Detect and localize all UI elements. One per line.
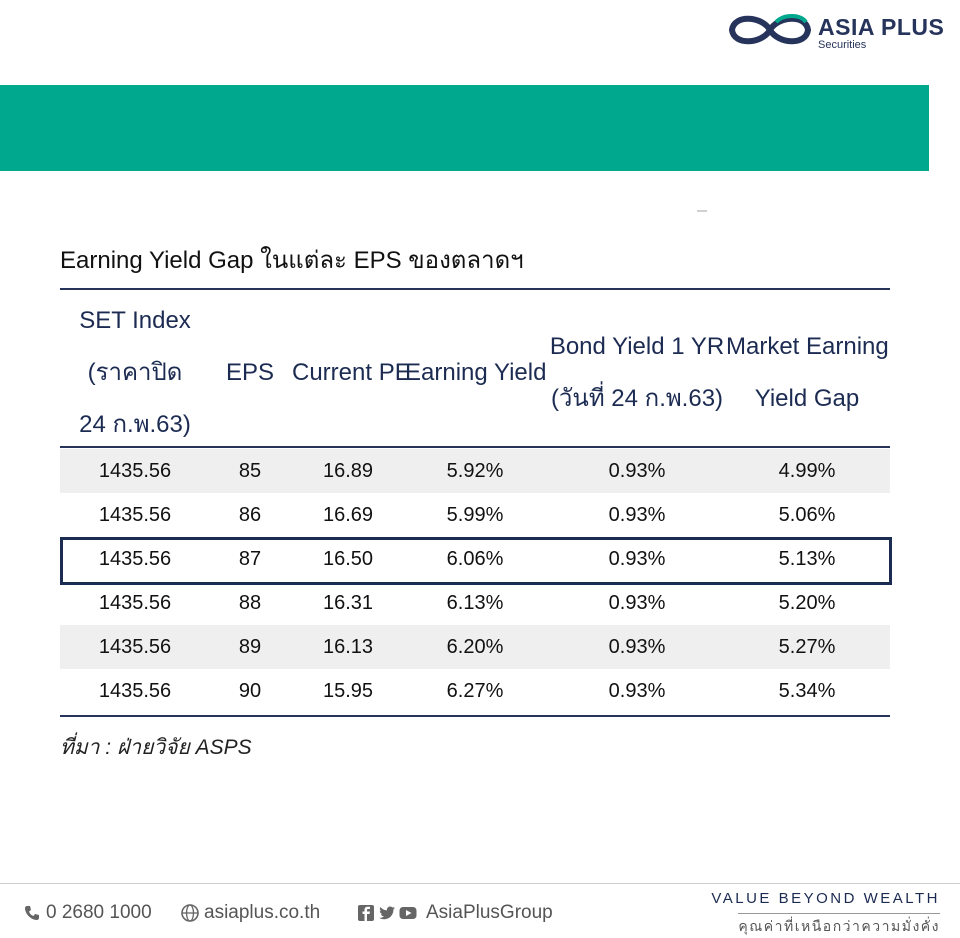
cell-earning-yield: 5.99%	[446, 504, 504, 526]
cell-earning-yield: 6.27%	[446, 680, 504, 702]
cell-bond-yield: 0.93%	[608, 460, 666, 482]
globe-icon	[180, 903, 200, 923]
facebook-icon[interactable]	[356, 903, 376, 923]
cell-earning-yield: 6.13%	[446, 592, 504, 614]
cell-earning-yield: 5.92%	[446, 460, 504, 482]
header-line: Earning Yield	[405, 359, 547, 386]
cell-current-pe: 16.50	[322, 548, 374, 570]
cell-bond-yield: 0.93%	[608, 636, 666, 658]
cell-set-index: 1435.56	[98, 636, 172, 658]
cell-eps: 86	[238, 504, 262, 526]
cell-set-index: 1435.56	[98, 680, 172, 702]
tagline: VALUE BEYOND WEALTH	[711, 890, 940, 907]
phone-icon	[22, 903, 42, 923]
cell-current-pe: 15.95	[322, 680, 374, 702]
header-bond-yield	[548, 321, 726, 425]
header-line: Market Earning	[726, 333, 889, 360]
table-row	[60, 493, 890, 537]
cell-yield-gap: 5.27%	[778, 636, 836, 658]
table-row	[60, 625, 890, 669]
logo-subtitle: Securities	[818, 39, 867, 51]
header-line: (ราคาปิด	[87, 359, 183, 386]
infinity-logo-icon	[726, 10, 814, 50]
youtube-icon[interactable]	[398, 903, 418, 923]
table-top-rule	[60, 288, 890, 290]
header-banner	[0, 85, 929, 171]
cell-eps: 88	[238, 592, 262, 614]
asia-plus-logo[interactable]	[726, 8, 946, 52]
cell-yield-gap: 4.99%	[778, 460, 836, 482]
cell-bond-yield: 0.93%	[608, 548, 666, 570]
cell-bond-yield: 0.93%	[608, 592, 666, 614]
cell-yield-gap: 5.06%	[778, 504, 836, 526]
header-set-index	[60, 295, 210, 451]
table-row	[60, 449, 890, 493]
cell-set-index: 1435.56	[98, 592, 172, 614]
cell-yield-gap: 5.34%	[778, 680, 836, 702]
cell-bond-yield: 0.93%	[608, 504, 666, 526]
cell-set-index: 1435.56	[98, 548, 172, 570]
table-bottom-rule	[60, 715, 890, 717]
header-line: 24 ก.พ.63)	[79, 411, 191, 438]
cell-eps: 87	[238, 548, 262, 570]
footer-website[interactable]: asiaplus.co.th	[204, 902, 321, 923]
cell-current-pe: 16.13	[322, 636, 374, 658]
header-line: Yield Gap	[754, 385, 860, 412]
table-row	[60, 669, 890, 713]
cell-yield-gap: 5.13%	[778, 548, 836, 570]
header-line: Current PE	[292, 359, 411, 386]
cell-set-index: 1435.56	[98, 460, 172, 482]
cell-earning-yield: 6.20%	[446, 636, 504, 658]
header-line: EPS	[225, 359, 275, 386]
twitter-icon[interactable]	[377, 903, 397, 923]
cell-eps: 90	[238, 680, 262, 702]
header-market-earning-yield-gap	[726, 321, 888, 425]
source-note: ที่มา : ฝ่ายวิจัย ASPS	[60, 736, 252, 759]
divider-mark	[697, 210, 707, 212]
cell-current-pe: 16.69	[322, 504, 374, 526]
header-current-pe	[292, 347, 411, 399]
header-earning-yield	[405, 347, 545, 399]
footer-social-handle[interactable]: AsiaPlusGroup	[426, 902, 553, 923]
header-line: (วันที่ 24 ก.พ.63)	[550, 385, 724, 412]
footer-divider	[0, 883, 960, 884]
cell-earning-yield: 6.06%	[446, 548, 504, 570]
table-row	[60, 581, 890, 625]
table-title: Earning Yield Gap ในแต่ละ EPS ของตลาดฯ	[60, 247, 524, 274]
cell-eps: 85	[238, 460, 262, 482]
header-line: SET Index	[79, 307, 191, 334]
cell-bond-yield: 0.93%	[608, 680, 666, 702]
cell-current-pe: 16.31	[322, 592, 374, 614]
cell-current-pe: 16.89	[322, 460, 374, 482]
cell-eps: 89	[238, 636, 262, 658]
cell-yield-gap: 5.20%	[778, 592, 836, 614]
header-line: Bond Yield 1 YR	[549, 333, 725, 360]
cell-set-index: 1435.56	[98, 504, 172, 526]
tagline-thai: คุณค่าที่เหนือกว่าความมั่งคั่ง	[738, 913, 940, 938]
footer-phone[interactable]: 0 2680 1000	[46, 902, 152, 923]
logo-name: ASIA PLUS	[818, 14, 945, 40]
highlighted-row-frame	[60, 537, 892, 585]
header-eps	[215, 347, 285, 399]
